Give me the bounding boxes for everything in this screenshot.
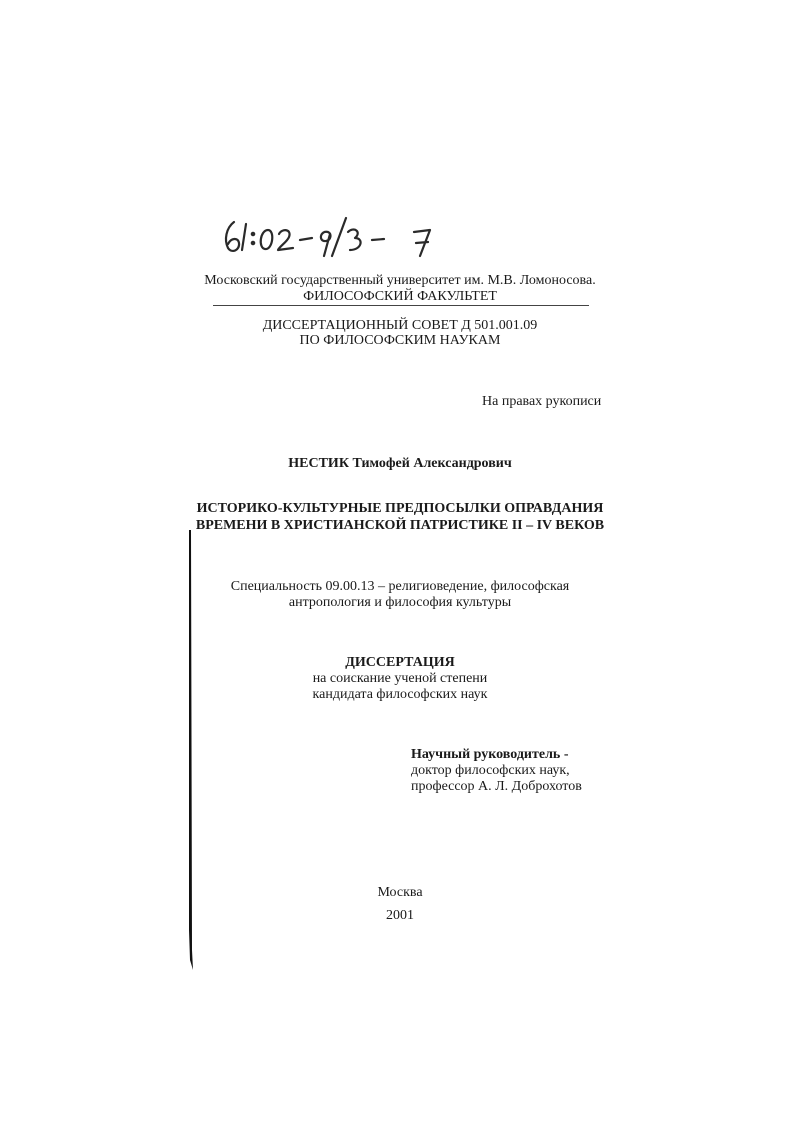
supervisor-degree: доктор философских наук, [411,763,570,778]
council-line-2: ПО ФИЛОСОФСКИМ НАУКАМ [299,333,501,348]
university-name: Московский государственный университет им. М.В. Ломоносова. [204,273,596,288]
handwritten-archive-code [220,210,460,260]
city: Москва [377,885,423,900]
supervisor-label: Научный руководитель - [411,747,569,762]
specialty-line-1: Специальность 09.00.13 – религиоведение, философская [230,579,570,594]
dissertation-label: ДИССЕРТАЦИЯ [345,655,455,670]
council-line-1: ДИССЕРТАЦИОННЫЙ СОВЕТ Д 501.001.09 [262,318,538,333]
faculty-name: ФИЛОСОФСКИЙ ФАКУЛЬТЕТ [303,289,497,304]
dissertation-title-line-2: ВРЕМЕНИ В ХРИСТИАНСКОЙ ПАТРИСТИКЕ II – IV ВЕКОВ [195,518,605,533]
degree-line-1: на соискание ученой степени [312,671,488,686]
supervisor-name: профессор А. Л. Доброхотов [411,779,582,794]
author-name: НЕСТИК Тимофей Александрович [288,456,512,471]
year: 2001 [386,908,414,923]
binding-edge-shadow [188,530,193,970]
rights-note: На правах рукописи [482,394,602,409]
specialty-line-2: антропология и философия культуры [288,595,512,610]
dissertation-title-line-1: ИСТОРИКО-КУЛЬТУРНЫЕ ПРЕДПОСЫЛКИ ОПРАВДАНИЯ [196,501,604,516]
degree-line-2: кандидата философских наук [312,687,488,702]
header-divider [213,305,589,306]
